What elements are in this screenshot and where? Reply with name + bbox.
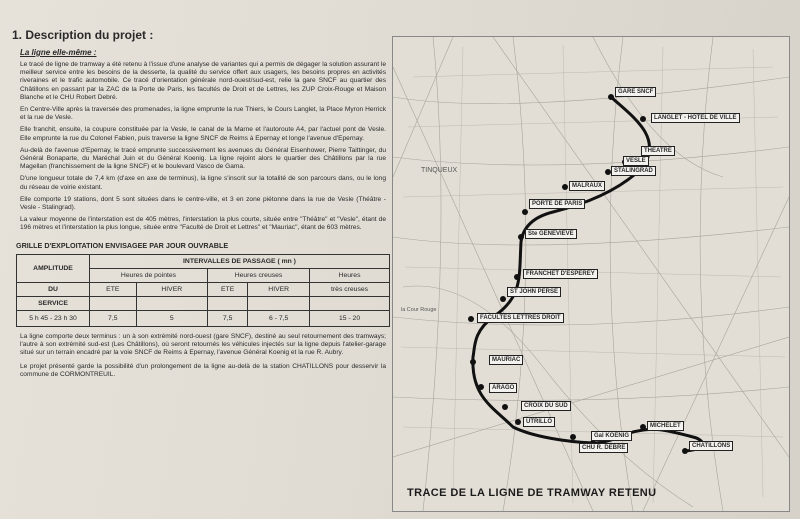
station-label: THEATRE <box>641 146 675 156</box>
station-label: STALINGRAD <box>611 166 656 176</box>
place-label: TINQUEUX <box>421 167 458 174</box>
station-label: ST JOHN PERSE <box>507 287 561 297</box>
station-label: Ste GENEVIEVE <box>525 229 577 239</box>
off-peak-header: Heures creuses <box>207 268 309 282</box>
map-caption: TRACE DE LA LIGNE DE TRAMWAY RETENU <box>407 487 657 499</box>
offpeak-summer-header: ETE <box>207 282 247 296</box>
paragraph: La ligne comporte deux terminus : un à son extrémité nord-ouest (gare SNCF), destiné au seul retournement des tramways; l'autre à son extrémité sud-est (Les Châtillons), où seront retournés les véhicules injectés sur la ligne depuis l'atelier-garage situé sur un terrain encadré par la voie SNCF de Reims à Epernay, l'avenue Général Koenig et la rue R. Aubry. <box>20 332 386 357</box>
paragraph: Au-delà de l'avenue d'Epernay, le tracé emprunte successivement les avenues du Général Eisenhower, Pierre Taittinger, du Général Bonaparte, du Maréchal Juin et du Général Koenig. La ligne rejoint alors le quartier des Châtillons par la rue Magellan (franchissement de la ligne SNCF) et le boulevard Vasco de Gama. <box>20 146 386 171</box>
station-label: Gal KOENIG <box>591 431 632 441</box>
peak-summer-header: ETE <box>90 282 137 296</box>
station-label: MICHELET <box>647 421 684 431</box>
paragraph: En Centre-Ville après la traversée des promenades, la ligne emprunte la rue Thiers, le Cours Langlet, la Place Myron Herrick et la rue de Vesle. <box>20 106 386 122</box>
station-label: CHATILLONS <box>689 441 733 451</box>
station-label: PORTE DE PARIS <box>529 199 585 209</box>
description-column <box>12 28 394 380</box>
station-label: CROIX DU SUD <box>521 401 571 411</box>
paragraph: La valeur moyenne de l'interstation est de 405 mètres, l'interstation la plus courte, située entre "Théâtre" et "Vesle", étant de 196 mètres et l'interstation la plus longue, située entre "Faculté de Droit et Lettres" et "Mauriac", étant de 603 mètres. <box>20 216 386 232</box>
paragraph: D'une longueur totale de 7,4 km (d'axe en axe de terminus), la ligne s'inscrit sur la totalité de son parcours dans, ou le long du réseau de voirie existant. <box>20 175 386 191</box>
hours-header: Heures <box>310 268 390 282</box>
peak-winter-header: HIVER <box>136 282 207 296</box>
offpeak-winter-header: HIVER <box>248 282 310 296</box>
section-subtitle: La ligne elle-même : <box>20 48 97 57</box>
station-label: MAURIAC <box>489 355 523 365</box>
peak-hours-header: Heures de pointes <box>90 268 208 282</box>
station-label: LANGLET - HOTEL DE VILLE <box>651 113 740 123</box>
station-label: FACULTES LETTRES DROIT <box>477 313 564 323</box>
paragraph: Le tracé de ligne de tramway a été retenu à l'issue d'une analyse de variantes qui a permis de dégager la solution assurant le meilleur service entre les besoins de la desserte, la qualité du service offert aux usagers, les besoins propres en activités riveraines et le trafic automobile. Ce tracé d'orientation générale nord-ouest/sud-est, relie la gare SNCF au quartier des Châtillons en passant par la ZAC de la Porte de Paris, les facultés de Droit et de Lettres, les ZUP Croix-Rouge et Maison Blanche et le CHU Robert Debré. <box>20 61 386 101</box>
intervals-header: INTERVALLES DE PASSAGE ( mn ) <box>90 254 390 268</box>
station-label: VESLE <box>623 156 649 166</box>
amplitude-value: 5 h 45 - 23 h 30 <box>17 310 90 326</box>
paragraph: Le projet présenté garde la possibilité d'un prolongement de la ligne au-delà de la station CHATILLONS pour desservir la commune de CORMONTREUIL. <box>20 363 386 379</box>
station-label: GARE SNCF <box>615 87 656 97</box>
grid-cell: 15 - 20 <box>310 310 390 326</box>
grid-cell: 7,5 <box>90 310 137 326</box>
place-label: la Cour Rouge <box>401 307 437 313</box>
station-label: MALRAUX <box>569 181 605 191</box>
paragraph: Elle comporte 19 stations, dont 5 sont situées dans le centre-ville, et 3 en zone piétonne dans la rue de Vesle (Théâtre - Vesle - Stalingrad). <box>20 195 386 212</box>
station-label: FRANCHET D'ESPEREY <box>523 269 598 279</box>
grid-cell: 7,5 <box>207 310 247 326</box>
grid-title: GRILLE D'EXPLOITATION ENVISAGEE PAR JOUR OUVRABLE <box>16 240 229 250</box>
station-label: CHU R. DEBRE <box>579 443 628 453</box>
operating-grid-table <box>16 254 390 327</box>
grid-cell: 5 <box>136 310 207 326</box>
station-label: UTRILLO <box>523 417 555 427</box>
section-title: 1. Description du projet : <box>12 28 154 42</box>
tramway-map <box>392 36 790 512</box>
paragraph: Elle franchit, ensuite, la coupure constituée par la Vesle, le canal de la Marne et l'autoroute A4, par l'actuel pont de Vesle. Elle emprunte la rue du Colonel Fabien, puis traverse la ligne SNCF de Reims à Epernay et longe l'avenue d'Epernay. <box>20 126 386 142</box>
grid-cell: 6 - 7,5 <box>248 310 310 326</box>
amplitude-header: AMPLITUDE <box>17 254 90 282</box>
very-offpeak-header: très creuses <box>310 282 390 296</box>
amplitude-du: DU <box>17 282 90 296</box>
station-label: ARAGO <box>489 383 517 393</box>
amplitude-service: SERVICE <box>17 296 90 310</box>
